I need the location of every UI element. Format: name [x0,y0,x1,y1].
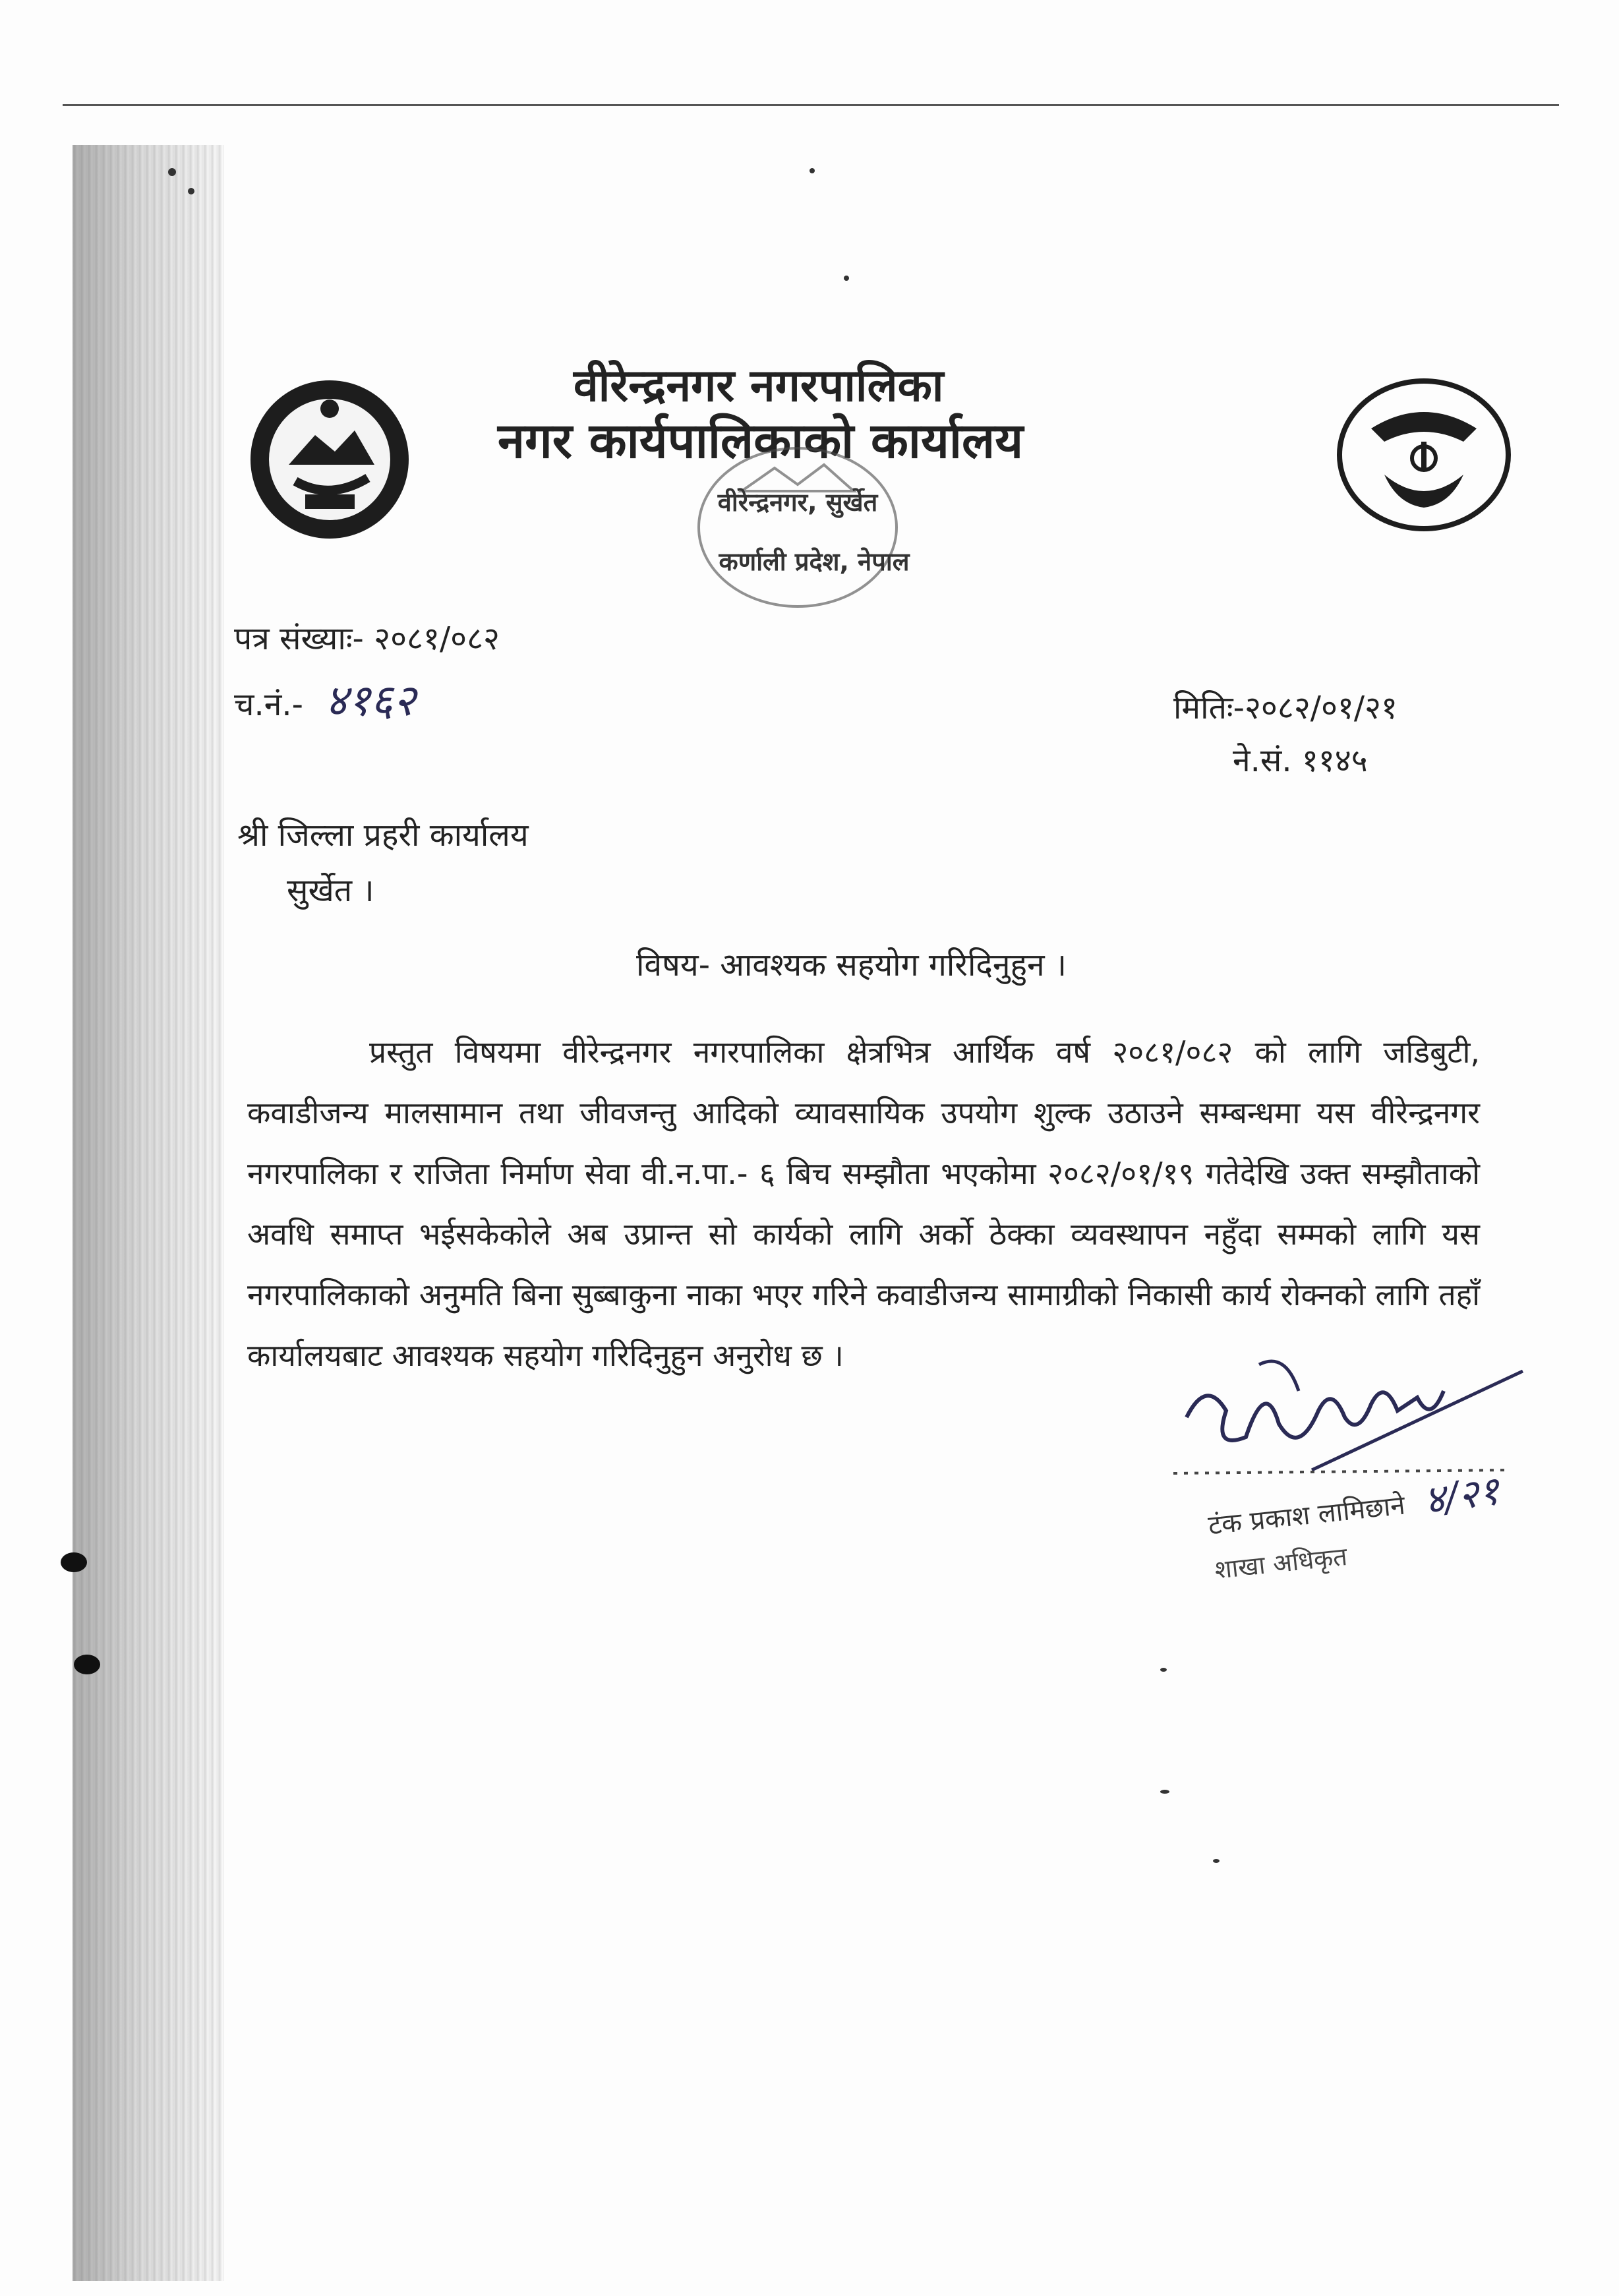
office-stamp [656,428,939,666]
nepal-emblem-icon [243,372,417,547]
signatory-title: शाखा अधिकृत [1213,1541,1349,1585]
speck [1213,1859,1220,1863]
letter-number-value: २०८१/०८२ [374,620,500,657]
punch-hole [61,1552,87,1572]
office-name: नगर कार्यपालिकाको कार्यालय [498,413,1024,469]
municipality-logo-icon [1335,376,1513,534]
letter-subject: विषय- आवश्यक सहयोग गरिदिनुहुन । [636,947,1067,984]
speck [1160,1668,1167,1672]
speck [188,188,194,194]
speck [168,168,176,176]
stamp-line-2: कर्णाली प्रदेश, नेपाल [719,547,910,576]
addressee [237,808,529,918]
signatory-name: टंक प्रकाश लामिछाने [1206,1490,1407,1541]
speck [844,276,849,281]
dispatch-number-value: ४१६२ [325,675,416,726]
dispatch-number-label: च.नं.- [234,686,303,723]
addressee-office: श्री जिल्ला प्रहरी कार्यालय [237,817,529,854]
punch-hole [74,1655,100,1674]
letter-number-label: पत्र संख्याः- [234,620,364,657]
letter-date: मितिः-२०८२/०१/२१ [1173,690,1398,726]
stamp-line-1: वीरेन्द्रनगर, सुर्खेत [717,488,878,517]
dispatch-number [234,669,416,728]
municipality-name: वीरेन्द्रनगर नगरपालिका [574,360,944,412]
top-divider [63,104,1559,106]
scan-edge-shadow [73,145,224,2281]
speck [810,168,815,173]
nepal-sambat-date: ने.सं. ११४५ [1233,742,1368,779]
addressee-location: सुर्खेत । [287,872,374,909]
letter-body: प्रस्तुत विषयमा वीरेन्द्रनगर नगरपालिका क्षेत्रभित्र आर्थिक वर्ष २०८१/०८२ को लागि जडिबुटी, कवाडीजन्य मालसामान तथा जीवजन्तु आदिको व्यावसायिक उपयोग शुल्क उठाउने सम्बन्धमा यस वीरेन्द्रनगर नगरपालिका र राजिता निर्माण सेवा वी.न.पा.- ६ बिच सम्झौता भएकोमा २०८२/०१/१९ गतेदेखि उक्त सम्झौताको अवधि समाप्त भईसकेकोले अब उप्रान्त सो कार्यको लागि अर्को ठेक्का व्यवस्थापन नहुँदा सम्मको लागि यस नगरपालिकाको अनुमति बिना सुब्बाकुना नाका भएर गरिने कवाडीजन्य सामाग्रीको निकासी कार्य रोक्नको लागि तहाँ कार्यालयबाट आवश्यक सहयोग गरिदिनुहुन अनुरोध छ । [247,1034,1480,1373]
signatory-handwritten-note: ४/२१ [1421,1467,1502,1524]
letter-number [234,616,500,659]
speck [1160,1790,1169,1794]
